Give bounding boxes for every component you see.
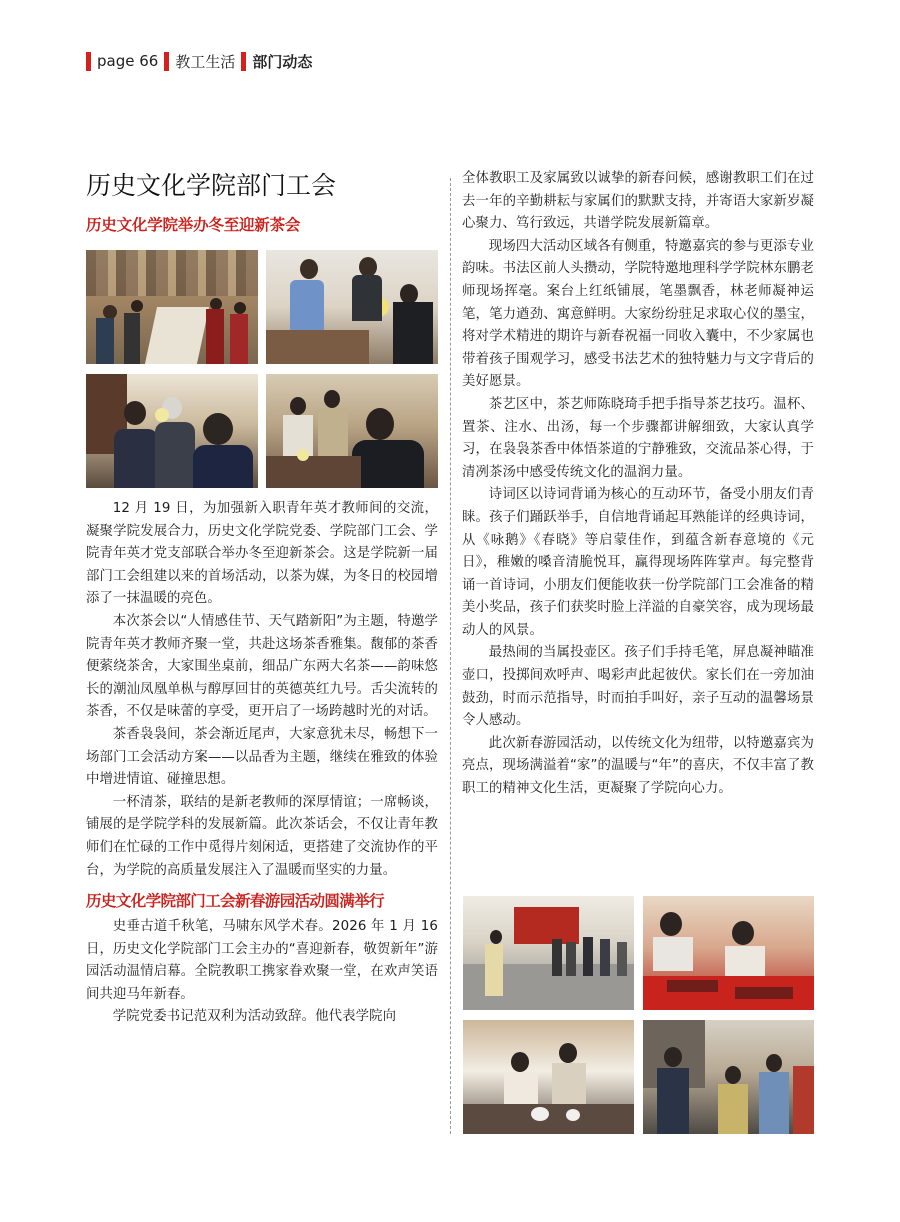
- part2-paragraph: 茶艺区中，茶艺师陈晓琦手把手指导茶艺技巧。温杯、置茶、注水、出汤，每一个步骤都讲解细致，大家认真学习，在袅袅茶香中体悟茶道的宁静雅致，交流品茶心得，于清冽茶汤中感受传统文化的温润力量。: [462, 396, 814, 480]
- part1-paragraph: 茶香袅袅间，茶会渐近尾声，大家意犹未尽，畅想下一场部门工会活动方案——以品香为主题，继续在雅致的体验中增进情谊、碰撞思想。: [86, 726, 438, 788]
- subsection-name: 部门动态: [252, 52, 313, 71]
- page-header: [86, 50, 312, 72]
- part2-paragraph: 史垂古道千秋笔，马啸东风学术春。2026 年 1 月 16 日，历史文化学院部门工会主办的“喜迎新春，敬贺新年”游园活动温情启幕。全院教职工携家眷欢聚一堂，在欢声笑语间共迎马年新春。: [86, 919, 438, 1002]
- part2-paragraph: 诗词区以诗词背诵为核心的互动环节，备受小朋友们青睐。孩子们踊跃举手，自信地背诵起耳熟能详的经典诗词，从《咏鹅》《春晓》等启蒙佳作，到蕴含新春意境的《元日》，稚嫩的嗓音清脆悦耳，赢得现场阵阵掌声。每完整背诵一首诗词，小朋友们便能收获一份学院部门工会准备的精美小奖品，孩子们获奖时脸上洋溢的自豪笑容，成为现场最动人的风景。: [462, 487, 814, 638]
- article-title: 历史文化学院部门工会: [86, 171, 337, 200]
- left-column: [86, 168, 438, 1029]
- photo-pitch-pot: [643, 1020, 814, 1134]
- right-column: [462, 168, 814, 801]
- section-name: 教工生活: [175, 52, 236, 71]
- photo-tea-pouring: [266, 250, 438, 364]
- photo-smiling-teacher: [266, 374, 438, 488]
- photo-calligraphy: [643, 896, 814, 1010]
- photo-tea-art: [463, 1020, 634, 1134]
- part1-heading: 历史文化学院举办冬至迎新茶会: [86, 216, 301, 234]
- part1-paragraph: 本次茶会以“人情感佳节、天气踏新阳”为主题，特邀学院青年英才教师齐聚一堂，共赴这场茶香雅集。馥郁的茶香便萦绕茶舍，大家围坐桌前，细品广东两大名茶——韵味悠长的潮汕凤凰单枞与醇厚回甘的英德英红九号。舌尖流转的茶香，不仅是味蕾的享受，更开启了一场跨越时光的对话。: [86, 613, 438, 720]
- header-bar: [164, 52, 169, 71]
- part2-paragraph: 全体教职工及家属致以诚挚的新春问候，感谢教职工们在过去一年的辛勤耕耘与家属们的默默支持，并寄语大家新岁凝心聚力、笃行致远，共谱学院发展新篇章。: [462, 171, 814, 232]
- photo-opening-speech: [463, 896, 634, 1010]
- part1-paragraph: 12 月 19 日，为加强新入职青年英才教师间的交流，凝聚学院发展合力，历史文化学院党委、学院部门工会、学院青年英才党支部联合举办冬至迎新茶会。这是学院新一届部门工会组建以来的首场活动，以茶为媒，为冬日的校园增添了一抹温暖的亮色。: [86, 501, 438, 607]
- page-number: page 66: [97, 52, 159, 70]
- part2-heading: 历史文化学院部门工会新春游园活动圆满举行: [86, 892, 385, 911]
- header-bar: [241, 52, 246, 71]
- part2-paragraph: 最热闹的当属投壶区。孩子们手持毛笔，屏息凝神瞄准壶口，投掷间欢呼声、喝彩声此起彼伏。家长们在一旁加油鼓劲，时而示范指导，时而拍手叫好，亲子互动的温馨场景令人感动。: [462, 645, 814, 729]
- part2-paragraph: 学院党委书记范双利为活动致辞。他代表学院向: [112, 1009, 397, 1025]
- tea-party-photos: [86, 250, 438, 488]
- photo-tea-table: [86, 250, 258, 364]
- spring-fair-photos: [463, 896, 815, 1134]
- header-bar: [86, 52, 91, 71]
- column-divider: [450, 178, 451, 1134]
- photo-teachers-seated: [86, 374, 258, 488]
- part2-paragraph: 此次新春游园活动，以传统文化为纽带，以特邀嘉宾为亮点，现场满溢着“家”的温暖与“年”的喜庆，不仅丰富了教职工的精神文化生活，更凝聚了学院向心力。: [462, 735, 814, 797]
- part1-paragraph: 一杯清茶，联结的是新老教师的深厚情谊；一席畅谈，铺展的是学院学科的发展新篇。此次茶话会，不仅让青年教师们在忙碌的工作中觅得片刻闲适，更搭建了交流协作的平台，为学院的高质量发展注入了温暖而坚实的力量。: [86, 794, 438, 878]
- part2-paragraph: 现场四大活动区域各有侧重，特邀嘉宾的参与更添专业韵味。书法区前人头攒动，学院特邀地理科学学院林东鹏老师现场挥毫。案台上红纸铺展，笔墨飘香，林老师凝神运笔，笔力遒劲、寓意鲜明。大家纷纷驻足求取心仪的墨宝，将对学术精进的期许与新春祝福一同收入囊中，不少家属也带着孩子围观学习，感受书法艺术的独特魅力与文字背后的美好愿景。: [462, 238, 814, 390]
